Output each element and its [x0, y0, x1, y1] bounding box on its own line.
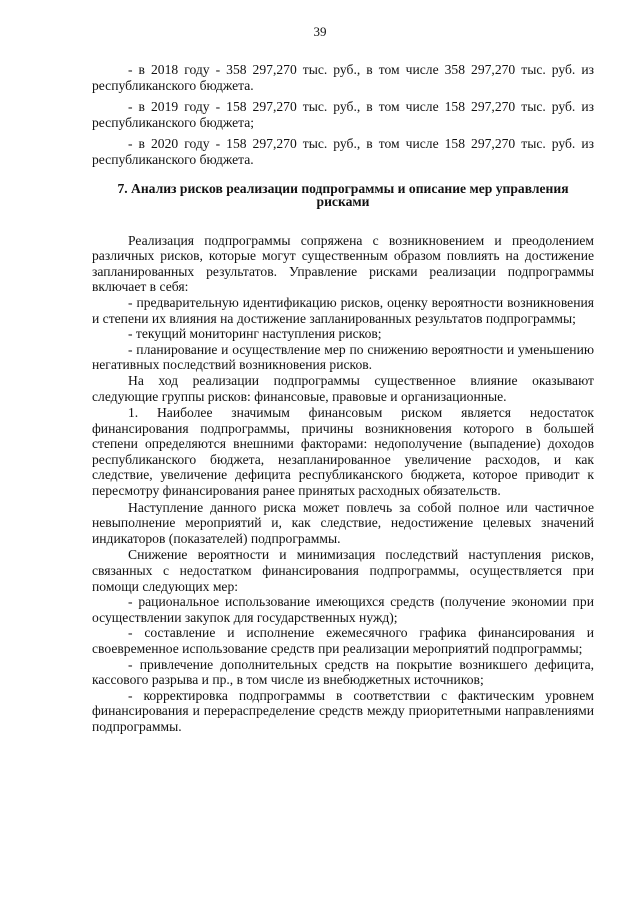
list-item: - рациональное использование имеющихся средств (получение экономии при осуществлении закупок для государственных нужд); — [92, 594, 594, 625]
page-number: 39 — [313, 24, 327, 39]
budget-line-2018: - в 2018 году - 358 297,270 тыс. руб., в том числе 358 297,270 тыс. руб. из республиканского бюджета. — [92, 62, 594, 93]
list-item: - предварительную идентификацию рисков, оценку вероятности возникновения и степени их влияния на достижение запланированных результатов подпрограммы; — [92, 294, 594, 326]
list-item: - привлечение дополнительных средств на покрытие возникшего дефицита, кассового разрыва и пр., в том числе из внебюджетных источников; — [92, 656, 594, 688]
paragraph-mitigation: Снижение вероятности и минимизация последствий наступления рисков, связанных с недостатком финансирования подпрограммы, осуществляется при помощи следующих мер: — [92, 547, 594, 594]
list-item: - корректировка подпрограммы в соответствии с фактическим уровнем финансирования и перераспределение средств между приоритетными направлениями подпрограммы. — [92, 687, 594, 734]
paragraph-risk-groups: На ход реализации подпрограммы существенное влияние оказывают следующие группы рисков: финансовые, правовые и организационные. — [92, 372, 594, 404]
section-heading: 7. Анализ рисков реализации подпрограммы и описание мер управления рисками — [117, 180, 569, 210]
paragraph-financial-risk: 1. Наиболее значимым финансовым риском является недостаток финансирования подпрограммы, причины возникновения которого в большей степени определяются внешними факторами: недополучение (выпадение) доходов республиканского бюджета, незапланированное увеличение расходов, и как следствие, увеличение дефицита республиканского бюджета, которое приводит к пересмотру финансирования ранее принятых расходных обязательств. — [92, 405, 594, 499]
document-body — [92, 62, 594, 735]
list-item: - текущий мониторинг наступления рисков; — [128, 326, 382, 342]
list-item: - планирование и осуществление мер по снижению вероятности и уменьшению негативных последствий возникновения рисков. — [92, 341, 594, 373]
paragraph-risk-consequences: Наступление данного риска может повлечь за собой полное или частичное невыполнение мероприятий и, как следствие, недостижение целевых значений индикаторов (показателей) подпрограммы. — [92, 499, 594, 546]
paragraph-intro: Реализация подпрограммы сопряжена с возникновением и преодолением различных рисков, которые могут существенным образом повлиять на достижение запланированных результатов. Управление рисками реализации подпрограммы включает в себя: — [92, 232, 594, 295]
list-item: - составление и исполнение ежемесячного графика финансирования и своевременное использование средств при реализации мероприятий подпрограммы; — [92, 625, 594, 656]
budget-line-2020: - в 2020 году - 158 297,270 тыс. руб., в том числе 158 297,270 тыс. руб. из республиканского бюджета. — [92, 136, 594, 167]
budget-line-2019: - в 2019 году - 158 297,270 тыс. руб., в том числе 158 297,270 тыс. руб. из республиканского бюджета; — [92, 99, 594, 130]
